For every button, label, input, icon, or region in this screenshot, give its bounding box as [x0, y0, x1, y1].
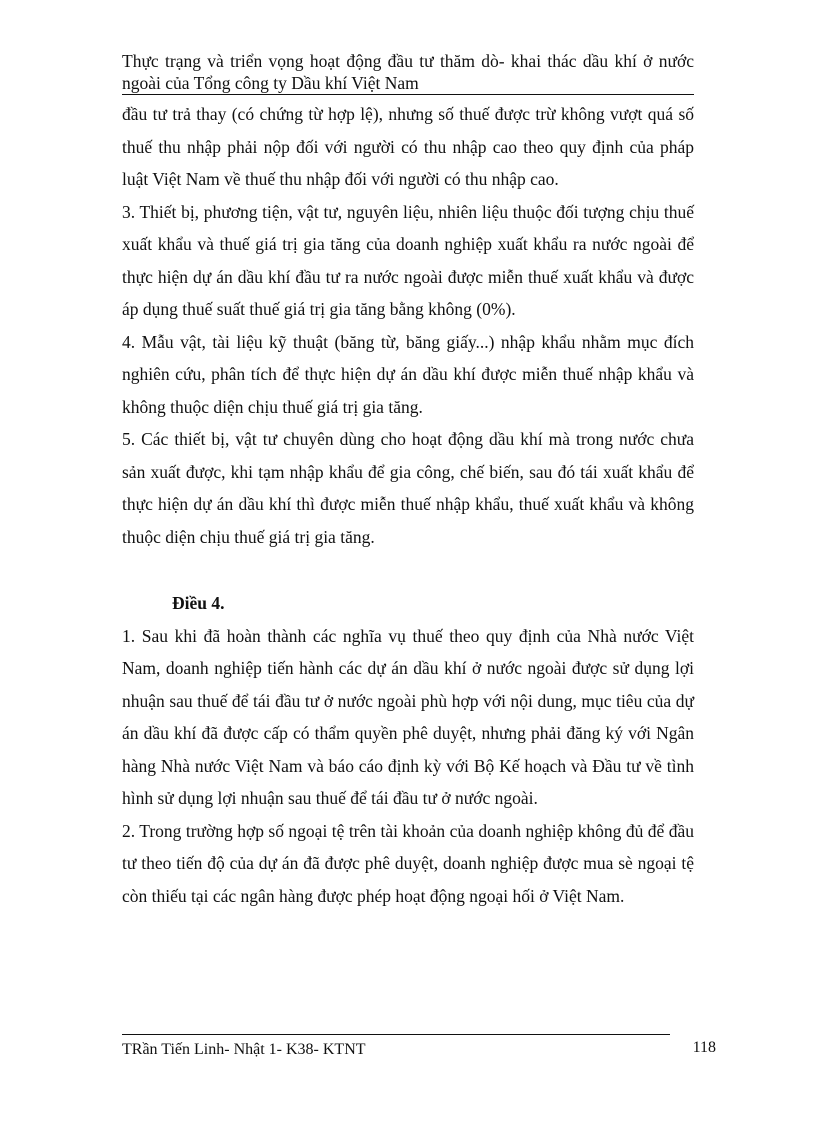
- footer-divider: [122, 1034, 670, 1035]
- paragraph-item-4: 4. Mẫu vật, tài liệu kỹ thuật (băng từ, băng giấy...) nhập khẩu nhằm mục đích nghiên cứu, phân tích để thực hiện dự án dầu khí được miễn thuế nhập khẩu và không thuộc diện chịu thuế giá trị gia tăng.: [122, 331, 694, 417]
- header-divider: [122, 94, 694, 95]
- paragraph-item-3: 3. Thiết bị, phương tiện, vật tư, nguyên liệu, nhiên liệu thuộc đối tượng chịu thuế xuất khẩu và thuế giá trị gia tăng của doanh nghiệp xuất khẩu ra nước ngoài để thực hiện dự án dầu khí đầu tư ra nước ngoài được miễn thuế xuất khẩu và được áp dụng thuế suất thuế giá trị gia tăng bằng không (0%).: [122, 201, 694, 319]
- document-body: [122, 98, 694, 912]
- paragraph-continuation: đầu tư trả thay (có chứng từ hợp lệ), nhưng số thuế được trừ không vượt quá số thuế thu nhập phải nộp đối với người có thu nhập cao theo quy định của pháp luật Việt Nam về thuế thu nhập đối với người có thu nhập cao.: [122, 104, 694, 189]
- section-spacer: [122, 553, 694, 587]
- paragraph-article4-item-2: 2. Trong trường hợp số ngoại tệ trên tài khoản của doanh nghiệp không đủ để đầu tư theo tiến độ của dự án đã được phê duyệt, doanh nghiệp được mua sè ngoại tệ còn thiếu tại các ngân hàng được phép hoạt động ngoại hối ở Việt Nam.: [122, 820, 694, 906]
- running-header: Thực trạng và triển vọng hoạt động đầu tư thăm dò- khai thác dầu khí ở nước ngoài của Tổng công ty Dầu khí Việt Nam: [122, 51, 694, 93]
- article-heading: Điều 4.: [172, 593, 225, 613]
- paragraph-item-5: 5. Các thiết bị, vật tư chuyên dùng cho hoạt động dầu khí mà trong nước chưa sản xuất được, khi tạm nhập khẩu để gia công, chế biến, sau đó tái xuất khẩu để thực hiện dự án dầu khí thì được miễn thuế nhập khẩu, thuế xuất khẩu và không thuộc diện chịu thuế giá trị gia tăng.: [122, 429, 694, 547]
- page-number: 118: [692, 1039, 716, 1056]
- footer-author: TRần Tiến Linh- Nhật 1- K38- KTNT: [122, 1041, 366, 1058]
- paragraph-article4-item-1: 1. Sau khi đã hoàn thành các nghĩa vụ thuế theo quy định của Nhà nước Việt Nam, doanh nghiệp tiến hành các dự án dầu khí ở nước ngoài được sử dụng lợi nhuận sau thuế để tái đầu tư ở nước ngoài phù hợp với nội dung, mục tiêu của dự án dầu khí đã được cấp có thẩm quyền phê duyệt, nhưng phải đăng ký với Ngân hàng Nhà nước Việt Nam và báo cáo định kỳ với Bộ Kế hoạch và Đầu tư về tình hình sử dụng lợi nhuận sau thuế để tái đầu tư ở nước ngoài.: [122, 625, 694, 808]
